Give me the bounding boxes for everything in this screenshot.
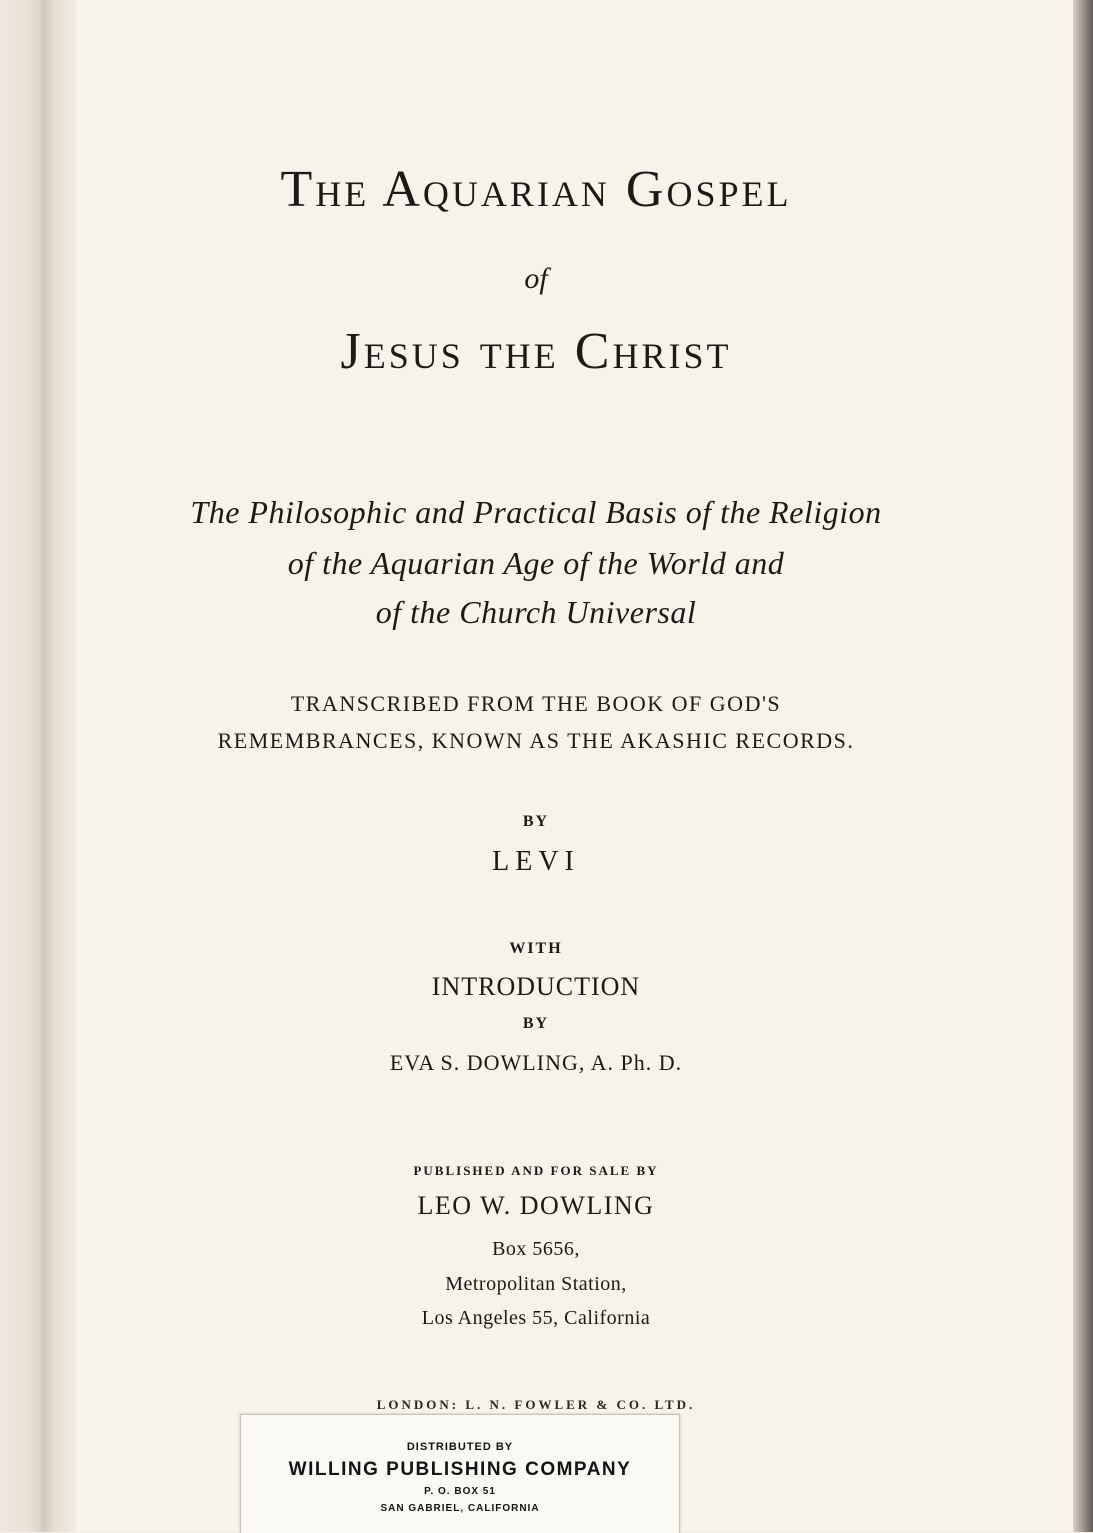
page-right-edge [1073, 0, 1093, 1532]
london-publisher: LONDON: L. N. FOWLER & CO. LTD. [376, 1397, 696, 1412]
publisher-address-line-2: Metropolitan Station, [445, 1273, 627, 1295]
subtitle-line-3: of the Church Universal [375, 594, 697, 630]
introduction-author: EVA S. DOWLING, A. Ph. D. [389, 1050, 683, 1075]
publisher-name: LEO W. DOWLING [417, 1191, 655, 1220]
book-title-line-2: Jesus the Christ [340, 323, 732, 380]
book-title-connector: of [524, 262, 548, 295]
distributor-sticker [240, 1414, 680, 1533]
book-title-line-1: The Aquarian Gospel [280, 161, 792, 218]
subtitle-line-1: The Philosophic and Practical Basis of the Religion [190, 494, 882, 530]
book-gutter [42, 0, 76, 1532]
publisher-address-line-3: Los Angeles 55, California [421, 1307, 651, 1329]
publisher-heading: PUBLISHED AND FOR SALE BY [413, 1163, 659, 1178]
distributor-box: P. O. BOX 51 [424, 1486, 496, 1497]
with-label: WITH [509, 940, 563, 957]
distributor-name: WILLING PUBLISHING COMPANY [288, 1459, 632, 1480]
by-label: BY [522, 813, 550, 830]
title-page [76, 0, 1073, 1532]
introduction-by-label: BY [522, 1015, 550, 1032]
publisher-address-line-1: Box 5656, [492, 1238, 580, 1260]
introduction-label: INTRODUCTION [431, 972, 641, 1001]
transcribed-line-1: TRANSCRIBED FROM THE BOOK OF GOD'S [290, 691, 782, 716]
distributor-city: SAN GABRIEL, CALIFORNIA [380, 1503, 540, 1514]
distributor-heading: DISTRIBUTED BY [406, 1441, 514, 1453]
author-name: LEVI [492, 846, 580, 877]
transcribed-line-2: REMEMBRANCES, KNOWN AS THE AKASHIC RECORDS. [217, 728, 855, 753]
facing-page-edge [0, 0, 42, 1532]
subtitle-line-2: of the Aquarian Age of the World and [287, 545, 785, 581]
